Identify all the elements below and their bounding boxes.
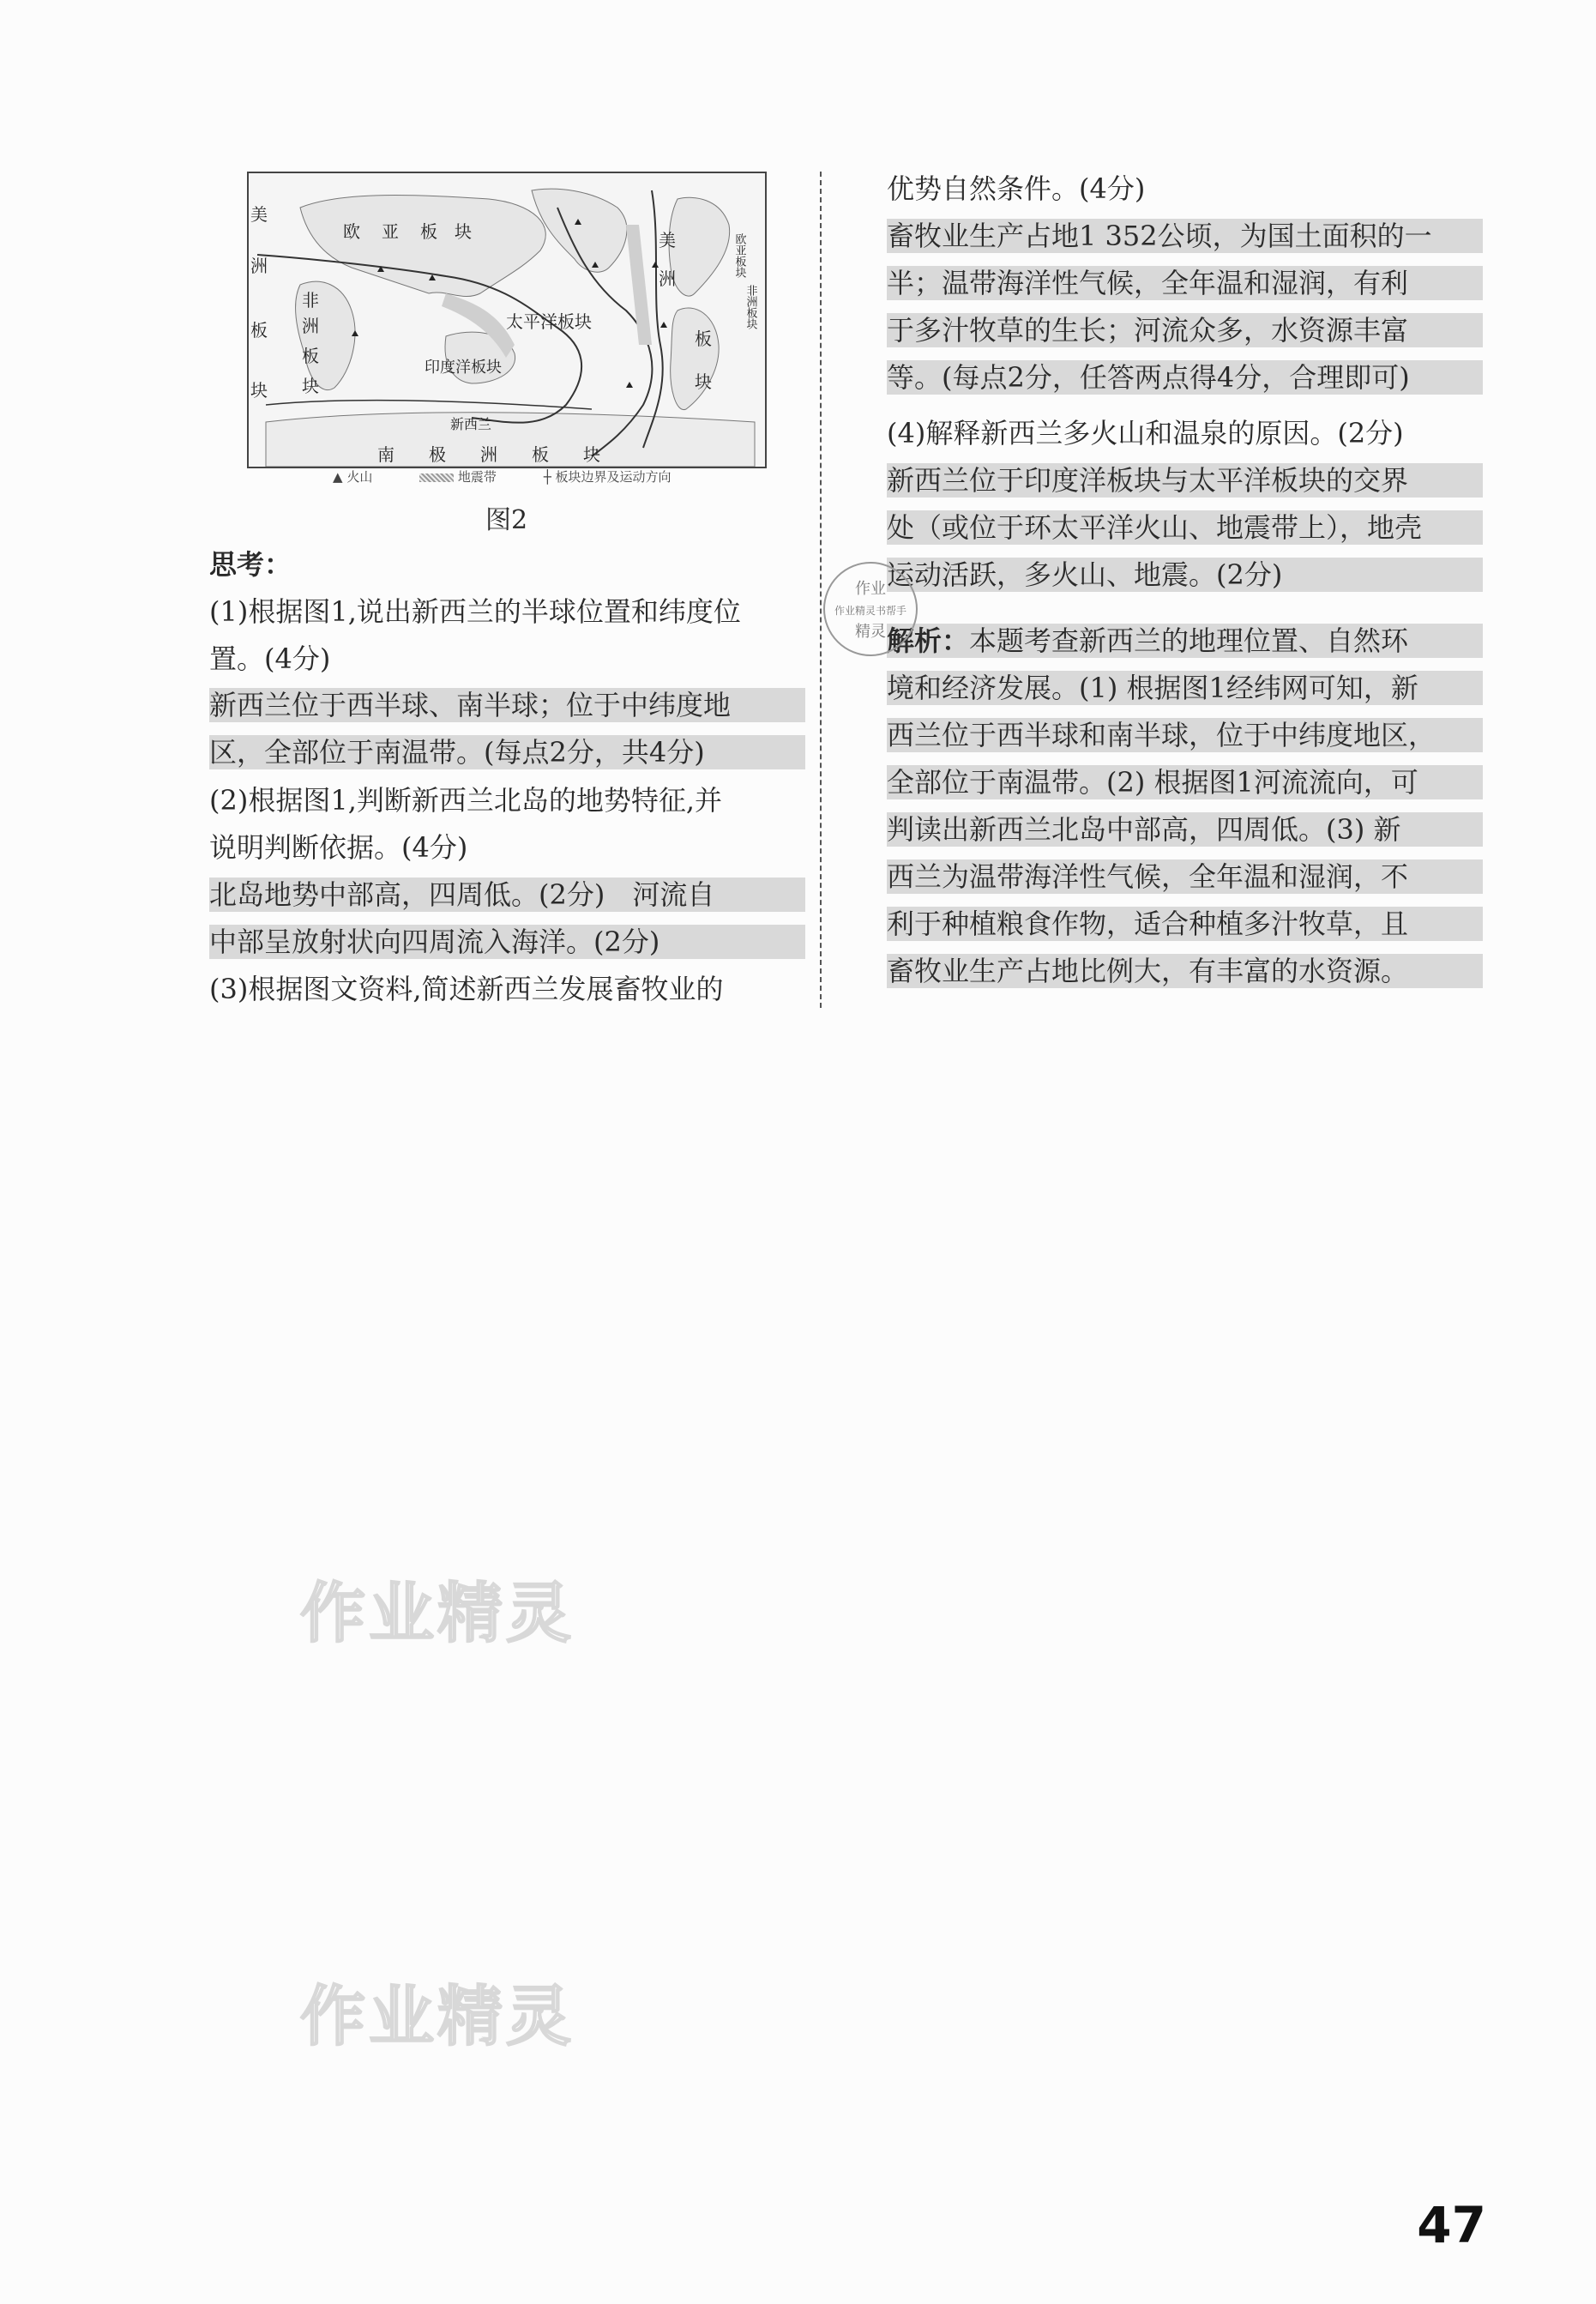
answer-4-line-1: 新西兰位于印度洋板块与太平洋板块的交界 [887, 463, 1483, 498]
label-zhou-left: 洲 [250, 256, 268, 276]
label-africa-1: 非 [302, 290, 319, 311]
question-4: (4)解释新西兰多火山和温泉的原因。(2分) [887, 417, 1404, 449]
plate-map-drawing [249, 173, 765, 467]
label-eurasia-4: 块 [455, 221, 472, 242]
label-africa-4: 块 [302, 376, 319, 396]
label-antarctic-5: 块 [583, 444, 600, 465]
answer-4-line-2: 处（或位于环太平洋火山、地震带上），地壳 [887, 510, 1483, 545]
analysis-line-6: 西兰为温带海洋性气候，全年温和湿润，不 [887, 859, 1483, 894]
label-antarctic-4: 板 [532, 444, 549, 465]
quake-band-icon [419, 473, 454, 482]
question-3-line-1: (3)根据图文资料,简述新西兰发展畜牧业的 [209, 973, 724, 1005]
analysis-line-1 [887, 624, 1483, 658]
answer-3-line-2: 半；温带海洋性气候，全年温和湿润，有利 [887, 266, 1483, 300]
thinking-heading: 思考： [209, 548, 292, 581]
stamp-middle: 作业精灵书帮手 [834, 605, 907, 617]
analysis-label: 解析： [887, 624, 970, 657]
legend-volcano: 火山 [346, 469, 373, 485]
watermark-1: 作业精灵 [300, 1575, 575, 1651]
question-1-line-1: (1)根据图1,说出新西兰的半球位置和纬度位 [209, 595, 741, 628]
label-antarctic-1: 南 [377, 444, 394, 465]
volcano-icon: ▲ [333, 469, 343, 485]
label-pacific: 太平洋板块 [506, 311, 592, 332]
label-side-bottom: 非洲板块 [744, 285, 757, 329]
stamp-icon [819, 558, 922, 660]
analysis-line-2: 境和经济发展。(1) 根据图1经纬网可知，新 [887, 671, 1483, 705]
label-ban-left: 板 [250, 320, 268, 341]
answer-2-line-2: 中部呈放射状向四周流入海洋。(2分) [209, 925, 805, 959]
question-3-continued: 优势自然条件。(4分) [887, 172, 1146, 205]
page-number: 47 [1417, 2196, 1486, 2254]
plate-map [247, 172, 767, 468]
label-america-right-3: 板 [695, 329, 712, 349]
label-america-left: 美 [250, 204, 268, 225]
answer-3-line-3: 于多汁牧草的生长；河流众多，水资源丰富 [887, 313, 1483, 347]
boundary-icon: ┼ [543, 469, 551, 485]
answer-2-line-1: 北岛地势中部高，四周低。(2分) 河流自 [209, 878, 805, 912]
label-eurasia-3: 板 [420, 221, 437, 242]
question-1-line-2: 置。(4分) [209, 642, 331, 675]
stamp [819, 558, 922, 660]
answer-1-line-2: 区，全部位于南温带。(每点2分，共4分) [209, 735, 805, 769]
label-america-right-2: 洲 [659, 268, 676, 289]
label-america-right-4: 块 [695, 371, 712, 392]
analysis-line-8: 畜牧业生产占地比例大，有丰富的水资源。 [887, 954, 1483, 988]
label-america-right-1: 美 [659, 230, 676, 250]
label-indo: 印度洋板块 [425, 359, 502, 377]
answer-1-line-1: 新西兰位于西半球、南半球；位于中纬度地 [209, 688, 805, 722]
label-africa-3: 板 [302, 346, 319, 366]
analysis-line-3: 西兰位于西半球和南半球，位于中纬度地区， [887, 718, 1483, 752]
label-nz: 新西兰 [450, 416, 492, 432]
label-side-top: 欧亚板块 [732, 233, 746, 278]
question-2-line-2: 说明判断依据。(4分) [209, 831, 468, 864]
analysis-first-text: 本题考查新西兰的地理位置、自然环 [969, 624, 1409, 657]
answer-4-line-3: 运动活跃，多火山、地震。(2分) [887, 558, 1483, 592]
question-2-line-1: (2)根据图1,判断新西兰北岛的地势特征,并 [209, 784, 723, 817]
analysis-line-4: 全部位于南温带。(2) 根据图1河流流向，可 [887, 765, 1483, 799]
map-legend [333, 467, 736, 488]
label-eurasia-2: 亚 [382, 221, 399, 242]
label-kuai-left: 块 [250, 380, 268, 401]
answer-3-line-4: 等。(每点2分，任答两点得4分，合理即可) [887, 360, 1483, 395]
label-africa-2: 洲 [302, 316, 319, 336]
answer-3-line-1: 畜牧业生产占地1 352公顷，为国土面积的一 [887, 219, 1483, 253]
label-eurasia-1: 欧 [343, 221, 360, 242]
label-antarctic-3: 洲 [480, 444, 497, 465]
watermark-2: 作业精灵 [300, 1978, 575, 2054]
analysis-line-5: 判读出新西兰北岛中部高，四周低。(3) 新 [887, 812, 1483, 847]
stamp-bottom: 精灵 [855, 623, 886, 641]
label-antarctic-2: 极 [429, 444, 446, 465]
figure-caption: 图2 [485, 505, 528, 535]
analysis-line-7: 利于种植粮食作物，适合种植多汁牧草，且 [887, 907, 1483, 941]
stamp-top: 作业 [855, 580, 886, 598]
legend-boundary: 板块边界及运动方向 [555, 469, 672, 485]
legend-quake: 地震带 [457, 469, 497, 485]
